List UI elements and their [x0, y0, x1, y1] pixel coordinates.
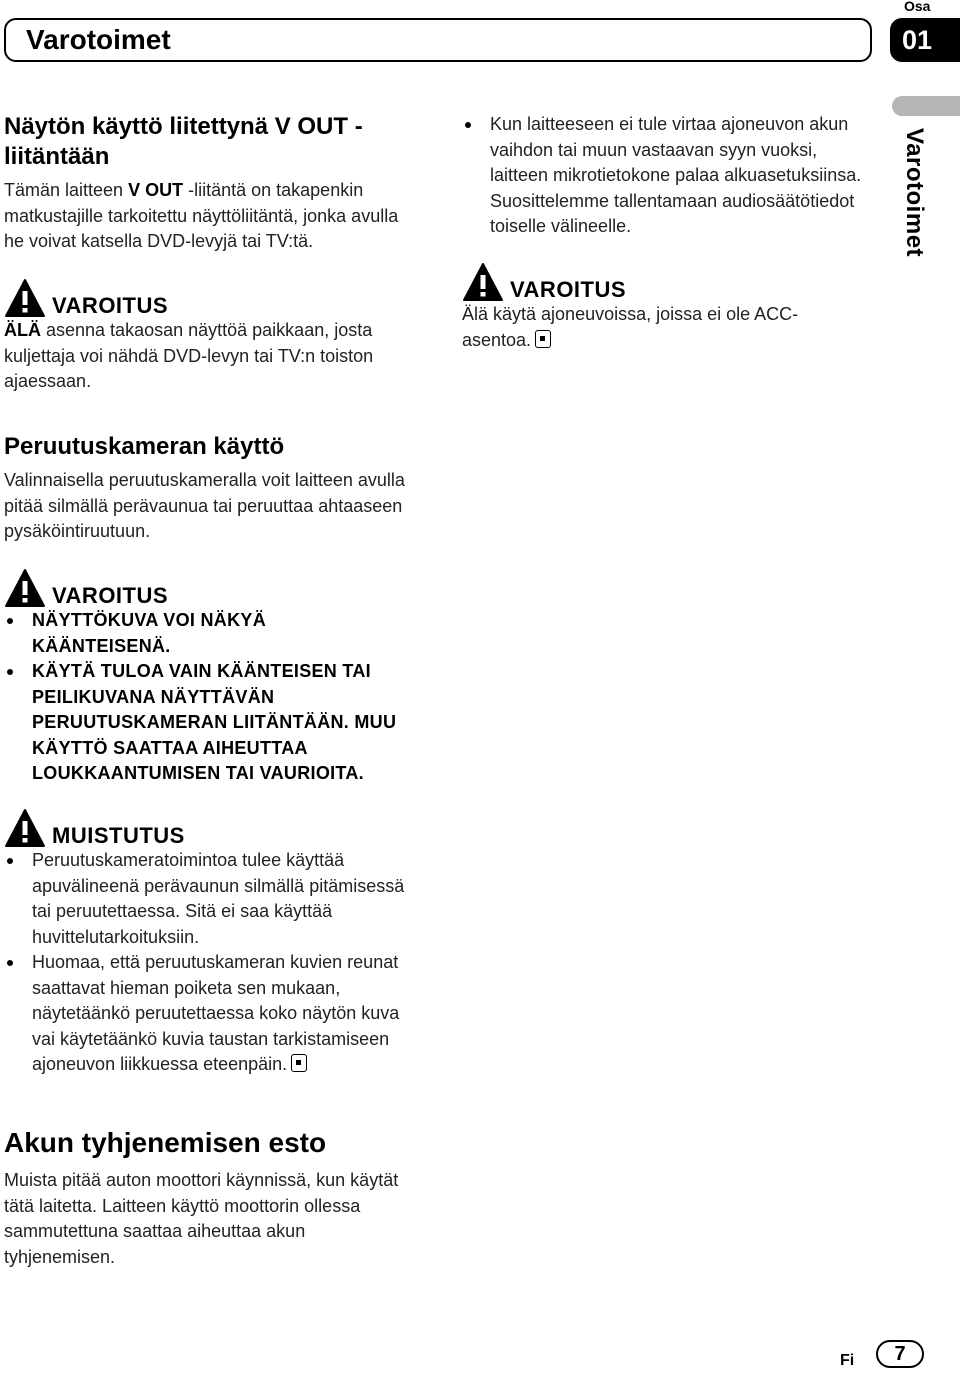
warning-vout	[4, 276, 404, 395]
section-camera-heading: Peruutuskameran käyttö	[4, 433, 285, 460]
end-mark-icon	[291, 1054, 307, 1072]
caution-camera	[4, 806, 424, 1078]
warning-triangle-icon	[4, 278, 46, 318]
warning-body: Älä käytä ajoneuvoissa, joissa ei ole ACC-asentoa.	[462, 304, 799, 350]
warning-body: asenna takaosan näyttöä paikkaan, josta kuljettaja voi nähdä DVD-levyn tai TV:n toiston ajaessaan.	[4, 320, 374, 391]
list-item-text: Huomaa, että peruutuskameran kuvien reunat saattavat hieman poiketa sen mukaan, näytetäänkö peruutettaessa koko näytön kuva vai käytetäänkö kuvia taustan tarkistamiseen ajoneuvon liikkuessa eteenpäin.	[32, 952, 400, 1074]
body-term: V OUT	[128, 180, 184, 200]
language-code: Fi	[840, 1352, 855, 1369]
warning-list	[4, 608, 404, 787]
list-item: Kun laitteeseen ei tule virtaa ajoneuvon akun vaihdon tai muun vastaavan syyn vuoksi, laitteen mikrotietokone palaa alkuasetuksiinsa. Suosittelemme tallentamaan audiosäätötiedot toiselle välineelle.	[462, 112, 866, 240]
body-text-cont: -liitäntä on takapenkin matkustajille tarkoitettu näyttöliitäntä, jonka avulla he voivat katsella DVD-levyjä tai TV:tä.	[4, 180, 399, 251]
section-battery-heading: Akun tyhjenemisen esto	[4, 1127, 327, 1158]
list-item	[4, 950, 409, 1078]
body-text: Tämän laitteen	[4, 180, 129, 200]
caution-list	[4, 848, 409, 1078]
memory-note-list	[462, 112, 866, 240]
section-right	[462, 112, 866, 240]
caution-title: MUISTUTUS	[52, 823, 185, 848]
list-item: KÄYTÄ TULOA VAIN KÄÄNTEISEN TAI PEILIKUVANA NÄYTTÄVÄN PERUUTUSKAMERAN LIITÄNTÄÄN. MUU KÄYTTÖ SAATTAA AIHEUTTAA LOUKKAANTUMISEN TAI VAURIOITA.	[4, 659, 404, 787]
list-item: Peruutuskameratoimintoa tulee käyttää apuvälineenä perävaunun silmällä pitämisessä tai peruutettaessa. Sitä ei saa käyttää huvittelutarkoituksiin.	[4, 848, 409, 950]
warning-camera	[4, 566, 424, 787]
warning-text	[4, 318, 404, 395]
warning-acc	[462, 260, 822, 353]
section-camera-body: Valinnaisella peruutuskameralla voit laitteen avulla pitää silmällä perävaunua tai peruuttaa ahtaaseen pysäköintiruutuun.	[4, 470, 405, 541]
warning-title: VAROITUS	[52, 293, 169, 318]
heading-line-2: liitäntään	[4, 143, 110, 170]
warning-text	[462, 302, 822, 353]
warning-emphasis: ÄLÄ	[4, 320, 41, 340]
heading-line-1: Näytön käyttö liitettynä V OUT -	[4, 113, 363, 140]
section-vout-heading	[4, 112, 414, 172]
section-battery	[4, 1126, 424, 1270]
warning-title: VAROITUS	[52, 583, 169, 608]
section-vout	[4, 112, 414, 255]
caution-triangle-icon	[4, 808, 46, 848]
chapter-label: Osa	[904, 0, 931, 14]
section-battery-body: Muista pitää auton moottori käynnissä, kun käytät tätä laitetta. Laitteen käyttö moottorin ollessa sammutettuna saattaa aiheuttaa akun tyhjenemisen.	[4, 1170, 399, 1267]
list-item: NÄYTTÖKUVA VOI NÄKYÄ KÄÄNTEISENÄ.	[4, 608, 404, 659]
side-tab-label: Varotoimet	[901, 128, 928, 258]
end-mark-icon	[535, 330, 551, 348]
section-vout-body	[4, 178, 409, 255]
section-camera	[4, 432, 424, 545]
chapter-number-badge: 01	[890, 18, 960, 62]
warning-title: VAROITUS	[510, 277, 627, 302]
warning-triangle-icon	[4, 568, 46, 608]
page-header-title: Varotoimet	[26, 24, 171, 55]
page-number: 7	[876, 1340, 924, 1368]
warning-triangle-icon	[462, 262, 504, 302]
side-tab-marker	[892, 96, 960, 116]
